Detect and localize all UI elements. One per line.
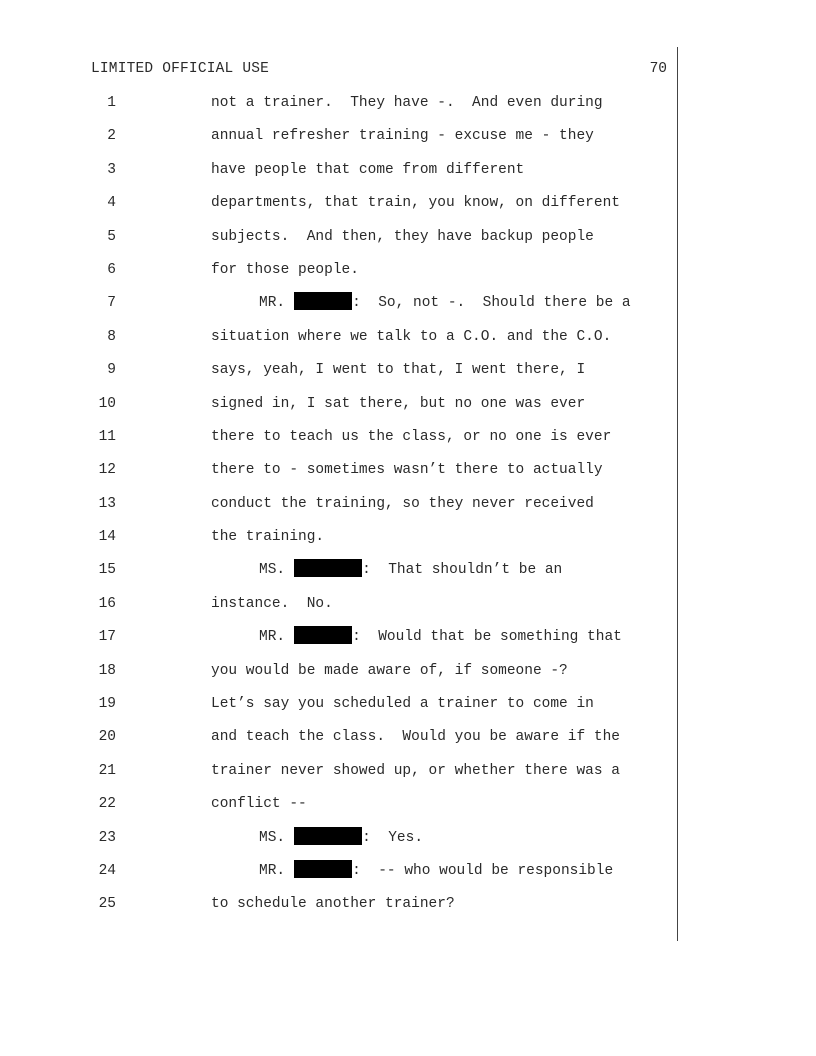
line-text: annual refresher training - excuse me - they xyxy=(211,128,594,145)
line-number: 13 xyxy=(98,495,116,512)
transcript-line xyxy=(0,855,676,888)
line-number: 17 xyxy=(98,629,116,646)
transcript-line xyxy=(0,454,676,487)
transcript-line xyxy=(0,187,676,220)
transcript-line xyxy=(0,554,676,587)
transcript-line xyxy=(0,688,676,721)
speaker-colon: : xyxy=(352,629,361,646)
speaker-text: So, not -. Should there be a xyxy=(360,295,631,312)
speaker-colon: : xyxy=(352,295,361,312)
line-number: 12 xyxy=(98,462,116,479)
transcript-line xyxy=(0,120,676,153)
line-number: 24 xyxy=(98,862,116,879)
line-text: trainer never showed up, or whether there was a xyxy=(211,762,620,779)
speaker-line xyxy=(259,822,423,855)
line-text: says, yeah, I went to that, I went there, I xyxy=(211,362,586,379)
line-number: 7 xyxy=(107,295,116,312)
line-number: 9 xyxy=(107,362,116,379)
line-number: 21 xyxy=(98,762,116,779)
line-number: 11 xyxy=(98,428,116,445)
transcript-body xyxy=(0,87,676,922)
speaker-text: -- who would be responsible xyxy=(360,862,614,879)
transcript-line xyxy=(0,888,676,921)
line-number: 10 xyxy=(98,395,116,412)
line-text: for those people. xyxy=(211,261,359,278)
redaction-block xyxy=(294,860,352,878)
line-number: 16 xyxy=(98,595,116,612)
transcript-line xyxy=(0,721,676,754)
speaker-title: MR. xyxy=(259,629,286,646)
transcript-line xyxy=(0,421,676,454)
redaction-block xyxy=(294,292,352,310)
speaker-text: That shouldn’t be an xyxy=(370,562,563,579)
line-number: 20 xyxy=(98,729,116,746)
speaker-title: MS. xyxy=(259,562,286,579)
speaker-text: Would that be something that xyxy=(360,629,622,646)
line-text: to schedule another trainer? xyxy=(211,896,455,913)
line-text: departments, that train, you know, on different xyxy=(211,195,620,212)
transcript-line xyxy=(0,822,676,855)
transcript-line xyxy=(0,655,676,688)
line-number: 1 xyxy=(107,95,116,111)
speaker-line xyxy=(259,621,622,654)
line-text: and teach the class. Would you be aware if the xyxy=(211,729,620,746)
speaker-colon: : xyxy=(362,829,371,846)
page-number: 70 xyxy=(649,61,667,77)
speaker-title: MR. xyxy=(259,862,286,879)
transcript-line xyxy=(0,221,676,254)
line-number: 18 xyxy=(98,662,116,679)
line-number: 5 xyxy=(107,228,116,245)
transcript-line xyxy=(0,321,676,354)
line-number: 4 xyxy=(107,195,116,212)
line-number: 23 xyxy=(98,829,116,846)
line-text: there to teach us the class, or no one is ever xyxy=(211,428,612,445)
line-text: have people that come from different xyxy=(211,161,525,178)
line-number: 2 xyxy=(107,128,116,145)
line-text: signed in, I sat there, but no one was ever xyxy=(211,395,586,412)
line-number: 19 xyxy=(98,696,116,713)
speaker-line xyxy=(259,554,562,587)
speaker-line xyxy=(259,855,613,888)
transcript-line xyxy=(0,354,676,387)
line-text: conflict -- xyxy=(211,796,307,813)
line-number: 15 xyxy=(98,562,116,579)
transcript-line xyxy=(0,254,676,287)
speaker-title: MS. xyxy=(259,829,286,846)
line-number: 6 xyxy=(107,261,116,278)
transcript-line xyxy=(0,87,676,120)
speaker-colon: : xyxy=(362,562,371,579)
line-text: subjects. And then, they have backup people xyxy=(211,228,594,245)
transcript-line xyxy=(0,621,676,654)
redaction-block xyxy=(294,559,362,577)
line-text: the training. xyxy=(211,529,325,546)
transcript-line xyxy=(0,788,676,821)
redaction-block xyxy=(294,827,362,845)
transcript-line xyxy=(0,388,676,421)
speaker-colon: : xyxy=(352,862,361,879)
line-number: 14 xyxy=(98,529,116,546)
speaker-text: Yes. xyxy=(370,829,424,846)
transcript-line xyxy=(0,755,676,788)
transcript-line xyxy=(0,287,676,320)
line-number: 25 xyxy=(98,896,116,913)
line-text: there to - sometimes wasn’t there to actually xyxy=(211,462,603,479)
transcript-line xyxy=(0,488,676,521)
transcript-line xyxy=(0,154,676,187)
line-text: not a trainer. They have -. And even during xyxy=(211,95,603,111)
line-text: conduct the training, so they never received xyxy=(211,495,594,512)
transcript-line xyxy=(0,521,676,554)
line-text: Let’s say you scheduled a trainer to come in xyxy=(211,696,594,713)
redaction-block xyxy=(294,626,352,644)
line-number: 8 xyxy=(107,328,116,345)
right-margin-rule xyxy=(677,47,678,941)
speaker-title: MR. xyxy=(259,295,286,312)
line-number: 3 xyxy=(107,161,116,178)
classification-header: LIMITED OFFICIAL USE xyxy=(91,61,270,77)
line-text: instance. No. xyxy=(211,595,333,612)
line-text: you would be made aware of, if someone -? xyxy=(211,662,568,679)
transcript-line xyxy=(0,588,676,621)
speaker-line xyxy=(259,287,631,320)
line-number: 22 xyxy=(98,796,116,813)
line-text: situation where we talk to a C.O. and the C.O. xyxy=(211,328,612,345)
